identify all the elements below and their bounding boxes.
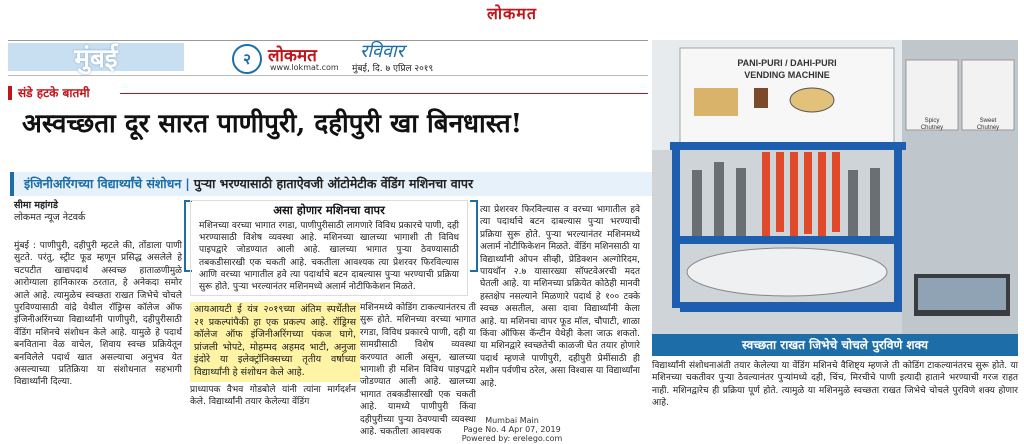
sunday-label: रविवार <box>360 41 405 62</box>
subhead-right: पुऱ्या भरण्यासाठी हाताऐवजी ऑटोमेटीक वेंडिंग मशिनचा वापर <box>193 176 474 191</box>
kicker-label: संडे हटके बातमी <box>8 86 90 100</box>
info-box-body: मशिनच्या वरच्या भागात रगडा, पाणीपुरीसाठी लागणारे विविध प्रकारचे पाणी, दही भरण्यासाठी विशेष व्यवस्था आहे. मशिनच्या खालच्या भागाशी ती विविध पाइपद्वारे जोडण्यात आली आहे. खालच्या भागात पुऱ्या ठेवण्यासाठी तबकडीसारखी एक चकती आहे. चकतीला आवश्यक त्या प्रेशरवर फिरविल्यास आणि वरच्या भागातील हवे त्या पदार्थाचे बटन दाबल्यास पुऱ्या भरण्याची प्रक्रिया सुरू होते. पुऱ्या भरल्यानंतर मशिनमध्ये अलार्म नोटीफिकेशन मिळते. <box>199 221 459 293</box>
article-column-2: प्राध्यापक वैभव गोडबोले यांनी त्यांना मार्गदर्शन केले. विद्यार्थ्यांनी तयार केलेल्या वेंडिंग <box>190 385 356 408</box>
kicker-rule <box>120 93 648 94</box>
machine-label-line2: VENDING MACHINE <box>744 70 830 80</box>
byline <box>14 200 180 224</box>
city-section-title: मुंबई <box>8 43 184 71</box>
sweet-chutney-label: Sweet <box>979 118 997 124</box>
article-column-4: त्या प्रेशरवर फिरविल्यास व वरच्या भागातील हवे त्या पदार्थाचे बटन दाबल्यास पुऱ्या भरण्याची प्रक्रिया सुरू होते. पुऱ्या भरल्यानंतर मशिनमध्ये अलार्म नोटीफिकेशन मिळते. वेंडिंग मशिनसाठी या विद्यार्थ्यांनी ओपन सीव्ही, प्रेडिक्शन अल्गोरिदम, पायथॉन २.७ यासारख्या सॉफ्टवेअरची मदत घेतली आहे. या मशिनच्या प्रक्रियेत कोठेही मानवी हस्तक्षेप नसल्याने मिळणारे पदार्थ हे १०० टक्के स्वच्छ असतील, असा दावा विद्यार्थ्यांनी केला आहे. या मशिनचा वापर फूड मॉल, चौपाटी, शाळा किंवा ऑफिस कॅन्टीन येथेही केला जाऊ शकतो. या मशिनद्वारे स्वच्छतेची काळजी घेत तयार होणारे पदार्थ म्हणजे पाणीपुरी, दहीपुरी प्रेमींसाठी ही मशीन पर्वणीच ठरेल, असा विश्वास या विद्यार्थ्यांना आहे. <box>480 205 640 389</box>
subheadline <box>10 172 654 196</box>
byline-agency: लोकमत न्यूज नेटवर्क <box>14 212 86 223</box>
page-number-badge: २ <box>232 44 262 74</box>
box-bracket-right <box>470 200 478 272</box>
dateline: मुंबई, दि. ७ एप्रिल २०१९ <box>352 64 434 74</box>
band-logo: लोकमत <box>268 46 317 66</box>
info-box <box>190 200 468 296</box>
section-band <box>8 40 648 76</box>
website-label: www.lokmat.com <box>270 63 339 72</box>
subhead-separator: | <box>185 176 190 191</box>
footer-page: Page No. 4 Apr 07, 2019 <box>463 425 561 434</box>
photo-description: विद्यार्थ्यांनी संशोधनाअंती तयार केलेल्या या वेंडिंग मशिनचे वैशिष्ट्य म्हणजे ती कोडिंग टाकल्यानंतरच सुरू होते. या मशिनच्या चकतीवर पुऱ्या ठेवल्यानंतर पुऱ्यांमध्ये दही, चिंच, मिरचीचे पाणी इत्यादी हाताने भरण्याची गरज राहत नाही. मशिनद्वारेच ही प्रक्रिया पूर्ण होते. त्यामुळे या मशिनमुळे स्वच्छता राखत जिभेचे चोचले पुरविणे शक्य होणार आहे. <box>652 361 1018 409</box>
page-footer <box>0 416 1024 443</box>
footer-powered: Powered by: erelego.com <box>461 434 563 443</box>
info-box-title: असा होणार मशिनचा वापर <box>273 203 385 217</box>
spicy-chutney-label: Spicy <box>924 118 940 124</box>
vending-machine-photo <box>652 40 1018 334</box>
article-column-3: मशिनमध्ये कोडिंग टाकल्यानंतरच ती सुरू होते. मशिनच्या वरच्या भागात रगडा, विविध प्रकारचे पाणी, दही या सामग्रीसाठी विशेष व्यवस्था करण्यात आली असून, खालच्या भागाशी ही मशिन विविध पाइपद्वारे जोडण्यात आली आहे. खालच्या भागात तबकडीसारखी एक चकती आहे. यामध्ये पाणीपुरी किंवा दहीपुरीच्या पुऱ्या ठेवण्याची व्यवस्था आहे. चकतीला आवश्यक <box>360 303 476 438</box>
vending-machine-illustration <box>652 40 1018 334</box>
photo-caption: स्वच्छता राखत जिभेचे चोचले पुरविणे शक्य <box>652 334 1018 356</box>
byline-name: सीमा महांगडे <box>14 200 58 211</box>
machine-label-line1: PANI-PURI / DAHI-PURI <box>737 58 837 68</box>
subhead-left: इंजिनीअरिंगच्या विद्यार्थ्यांचे संशोधन <box>24 176 182 191</box>
footer-edition: Mumbai Main <box>485 416 539 425</box>
article-column-1: मुंबई : पाणीपुरी, दहीपुरी म्हटले की, तोंडाला पाणी सुटते. परंतु, स्ट्रीट फूड म्हणून प्रसिद्ध असलेले हे चटपटीत खाद्यपदार्थ अस्वच्छ हाताळणीमुळे आरोग्याला हानिकारक ठरतात, हे अनेकदा समोर आले आहे. त्यामुळेच स्वच्छता राखत जिभेचे चोचले पुरविण्यासाठी वांद्रे येथील रॉड्रिग्स कॉलेज ऑफ इंजिनीअरिंगच्या विद्यार्थ्यांनी पाणीपुरी, दहीपुरीसाठी वेंडिंग मशिनचे संशोधन केले आहे. यामुळे हे पदार्थ बनविताना वेळ वाचेल, शिवाय स्वच्छ प्रक्रियेतून बनविलेले पदार्थ खात असल्याचा अनुभव येत असल्याच्या प्रतिक्रिया या संशोधनात सहभागी विद्यार्थ्यांनी दिल्या. <box>14 241 182 388</box>
masthead-logo: लोकमत <box>487 4 537 23</box>
svg-text:Chutney: Chutney <box>920 125 944 131</box>
headline: अस्वच्छता दूर सारत पाणीपुरी, दहीपुरी खा बिनधास्त! <box>22 109 523 139</box>
svg-text:Chutney: Chutney <box>976 125 1000 131</box>
highlighted-paragraph: आयआयटी ई यंत्र २०१९च्या अंतिम स्पर्धेतील २१ प्रकल्पांपैकी हा एक प्रकल्प आहे. रॉड्रिग्स कॉलेज ऑफ इंजिनीअरिंगच्या पंकज घागे, प्रांजली भोपटे, मोहम्मद अहमद भाटी, अनुजा इंदोरे या इलेक्ट्रॉनिक्सच्या तृतीय वर्षाच्या विद्यार्थ्यांनी हे संशोधन केले आहे. <box>190 302 360 382</box>
